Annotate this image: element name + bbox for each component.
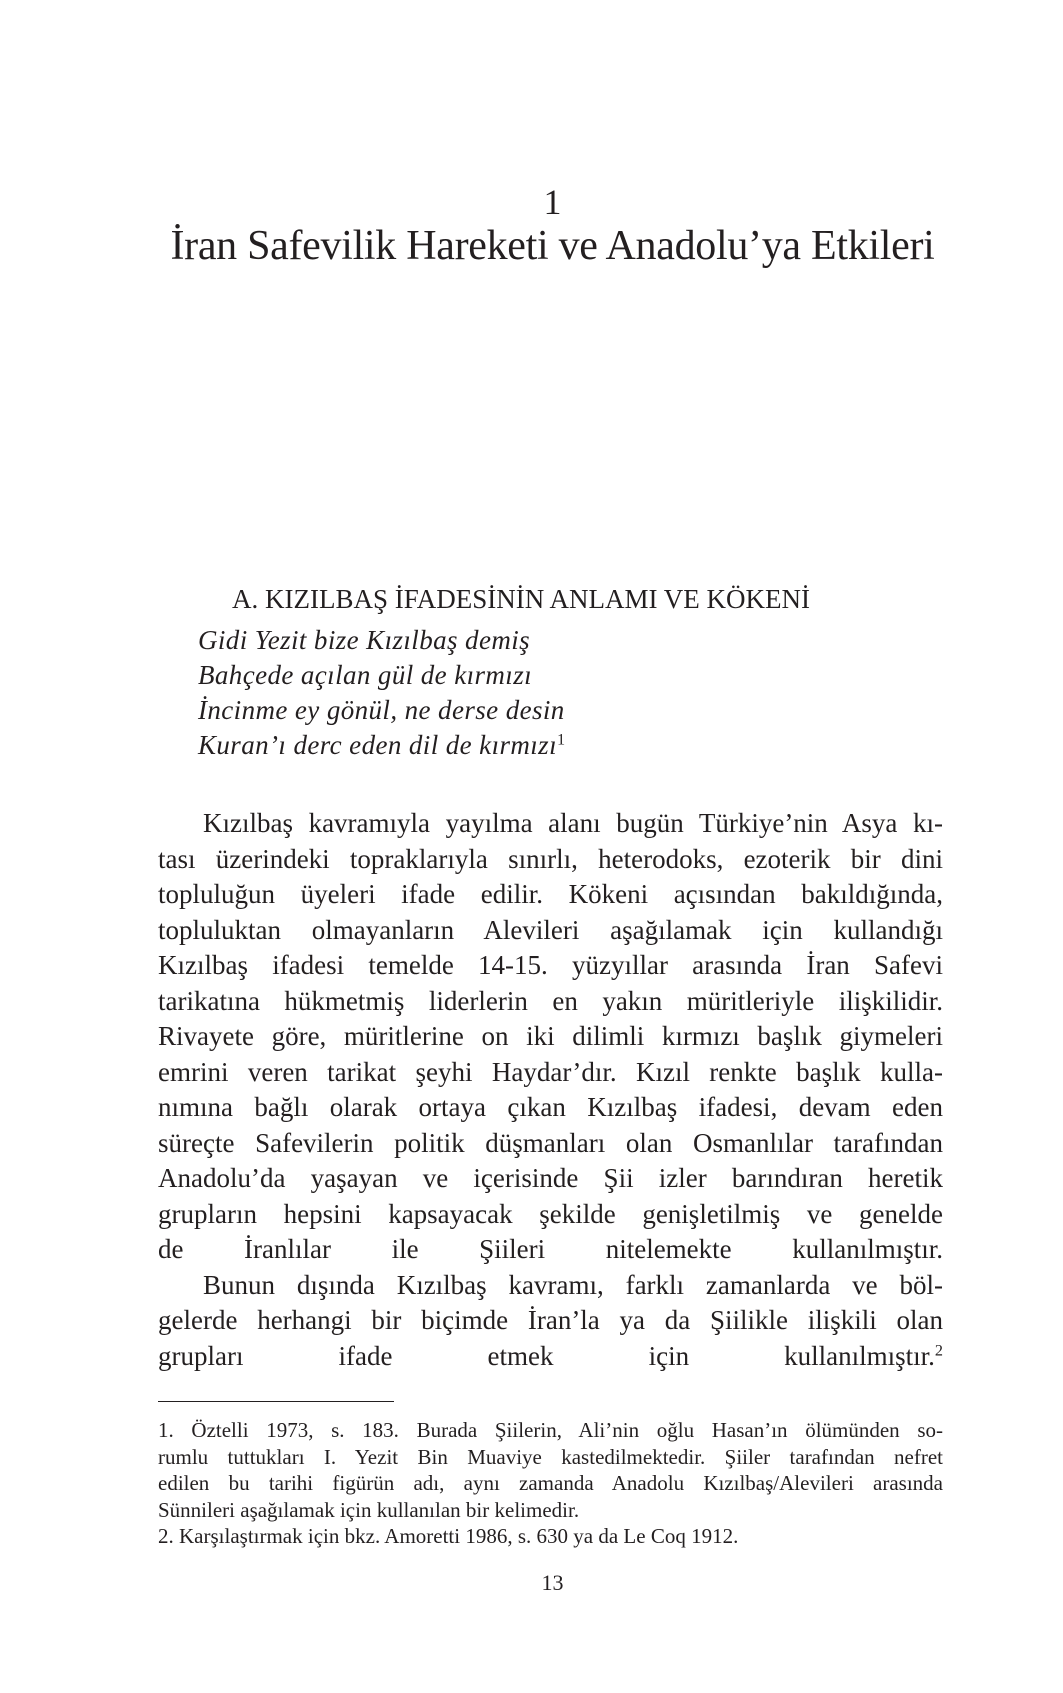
- poem-line: Bahçede açılan gül de kırmızı: [198, 660, 533, 690]
- text-line: [158, 1339, 943, 1375]
- footnote-1: [158, 1417, 943, 1523]
- poem-line: Gidi Yezit bize Kızılbaş demiş: [198, 625, 531, 655]
- footnote-line: edilen bu tarihi figürün adı, aynı zamanda Anadolu Kızılbaş/Alevileri arasında: [158, 1471, 943, 1495]
- text-line: nımına bağlı olarak ortaya çıkan Kızılbaş ifadesi, devam eden: [158, 1092, 943, 1122]
- page-number: 13: [541, 1570, 564, 1595]
- paragraph-1: [158, 806, 943, 1268]
- epigraph-poem: [198, 623, 566, 763]
- paragraph-2: [158, 1268, 943, 1375]
- footnote-line: 1. Öztelli 1973, s. 183. Burada Şiilerin, Ali’nin oğlu Hasan’ın ölümünden so-: [158, 1418, 943, 1442]
- footnote-ref-2[interactable]: 2: [934, 1340, 943, 1359]
- footnote-line: Sünnileri aşağılamak için kullanılan bir kelimedir.: [158, 1497, 580, 1522]
- poem-line: İncinme ey gönül, ne derse desin: [198, 695, 565, 725]
- text-line: süreçte Safevilerin politik düşmanları olan Osmanlılar tarafından: [158, 1127, 943, 1158]
- text-line: Kızılbaş ifadesi temelde 14-15. yüzyıllar arasında İran Safevi: [158, 950, 943, 980]
- text-line: topluluktan olmayanların Alevileri aşağılamak için kullandığı: [158, 914, 943, 945]
- chapter-number: 1: [543, 182, 562, 222]
- footnote-line: 2. Karşılaştırmak için bkz. Amoretti 1986, s. 630 ya da Le Coq 1912.: [158, 1524, 739, 1548]
- footnotes: [158, 1417, 943, 1550]
- text-line: Rivayete göre, müritlerine on iki dilimli kırmızı başlık giymeleri: [158, 1021, 943, 1051]
- text-line: tarikatına hükmetmiş liderlerin en yakın müritleriyle ilişkilidir.: [158, 985, 943, 1016]
- footnote-line: rumlu tuttukları I. Yezit Bin Muaviye kastedilmektedir. Şiiler tarafından nefret: [158, 1444, 943, 1469]
- text-line: grupların hepsini kapsayacak şekilde genişletilmiş ve genelde: [158, 1198, 943, 1229]
- footnote-2: [158, 1523, 943, 1550]
- text-line-content: grupları ifade etmek için kullanılmıştır.: [158, 1340, 935, 1371]
- body-text: [158, 806, 943, 1374]
- text-line: gelerde herhangi bir biçimde İran’la ya da Şiilikle ilişkili olan: [158, 1305, 943, 1335]
- text-line: Bunun dışında Kızılbaş kavramı, farklı zamanlarda ve böl-: [203, 1269, 943, 1300]
- text-line: topluluğun üyeleri ifade edilir. Kökeni açısından bakıldığında,: [158, 879, 943, 909]
- footnote-ref-1[interactable]: 1: [557, 730, 566, 749]
- section-heading: A. KIZILBAŞ İFADESİNİN ANLAMI VE KÖKENİ: [232, 584, 810, 614]
- text-line: Anadolu’da yaşayan ve içerisinde Şii izler barındıran heretik: [158, 1163, 943, 1193]
- chapter-title: İran Safevilik Hareketi ve Anadolu’ya Etkileri: [170, 223, 935, 269]
- footnote-divider: [158, 1401, 394, 1402]
- text-line: de İranlılar ile Şiileri nitelemekte kullanılmıştır.: [158, 1234, 943, 1264]
- text-line: Kızılbaş kavramıyla yayılma alanı bugün Türkiye’nin Asya kı-: [203, 808, 943, 838]
- text-line: emrini veren tarikat şeyhi Haydar’dır. Kızıl renkte başlık kulla-: [158, 1056, 943, 1087]
- text-line: tası üzerindeki topraklarıyla sınırlı, heterodoks, ezoterik bir dini: [158, 843, 943, 874]
- poem-line: [198, 728, 566, 763]
- poem-line-text: Kuran’ı derc eden dil de kırmızı: [198, 730, 557, 760]
